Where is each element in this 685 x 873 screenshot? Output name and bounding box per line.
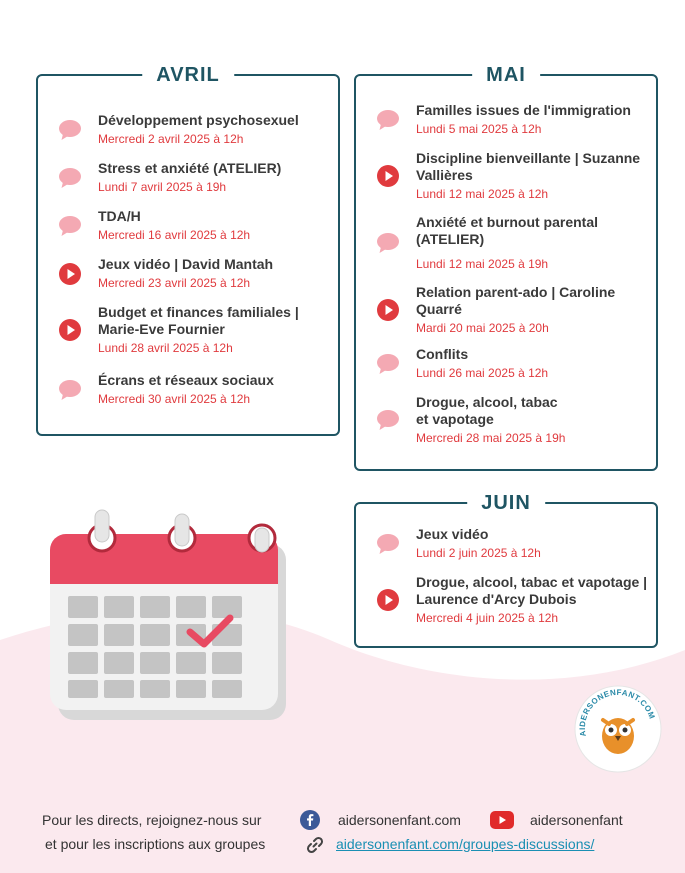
event-item[interactable] [368, 284, 648, 336]
event-title: Stress et anxiété (ATELIER) [98, 160, 282, 176]
avril-title: AVRIL [142, 63, 234, 87]
avril-card [36, 64, 340, 436]
youtube-icon[interactable] [490, 811, 514, 829]
chat-bubble-icon [376, 352, 400, 376]
logo-text: AIDERSONENFANT.COM [577, 687, 657, 738]
play-icon[interactable] [376, 298, 400, 322]
link-icon [306, 836, 324, 854]
play-icon[interactable] [58, 318, 82, 342]
event-item[interactable] [368, 574, 648, 626]
event-date: Lundi 2 juin 2025 à 12h [416, 546, 541, 560]
event-item[interactable] [368, 102, 648, 137]
juin-title: JUIN [467, 491, 545, 515]
event-date: Mercredi 16 avril 2025 à 12h [98, 228, 251, 242]
footer-line2-prefix: et pour les inscriptions aux groupes [45, 836, 266, 852]
brand-logo[interactable] [573, 684, 663, 774]
discussion-groups-link[interactable]: aidersonenfant.com/groupes-discussions/ [336, 836, 595, 852]
event-title: Jeux vidéo | David Mantah [98, 256, 274, 272]
event-title: Développement psychosexuel [98, 112, 299, 128]
footer-line1-prefix: Pour les directs, rejoignez-nous sur [42, 812, 262, 828]
chat-bubble-icon [58, 166, 82, 190]
event-item[interactable] [50, 256, 330, 291]
event-title: Relation parent-ado | Caroline Quarré [416, 284, 616, 317]
event-date: Lundi 28 avril 2025 à 12h [98, 341, 233, 355]
event-title: Écrans et réseaux sociaux [98, 372, 274, 388]
facebook-handle[interactable]: aidersonenfant.com [338, 812, 461, 828]
event-title: Conflits [416, 346, 469, 362]
event-item[interactable] [50, 112, 330, 147]
facebook-icon[interactable] [300, 810, 320, 830]
event-date: Lundi 12 mai 2025 à 12h [416, 187, 549, 201]
event-item[interactable] [368, 394, 648, 446]
chat-bubble-icon [58, 378, 82, 402]
event-title: Drogue, alcool, tabac et vapotage | Laurence d'Arcy Dubois [416, 574, 648, 607]
mai-title: MAI [472, 63, 540, 87]
event-date: Mercredi 4 juin 2025 à 12h [416, 611, 559, 625]
chat-bubble-icon [376, 108, 400, 132]
chat-bubble-icon [376, 231, 400, 255]
event-date: Mercredi 23 avril 2025 à 12h [98, 276, 251, 290]
play-icon[interactable] [58, 262, 82, 286]
event-date: Mardi 20 mai 2025 à 20h [416, 321, 549, 335]
event-date: Lundi 12 mai 2025 à 19h [416, 257, 549, 271]
mai-card [354, 64, 658, 471]
chat-bubble-icon [376, 532, 400, 556]
play-icon[interactable] [376, 588, 400, 612]
event-item[interactable] [368, 150, 648, 202]
event-item[interactable] [368, 346, 648, 381]
event-title: TDA/H [98, 208, 141, 224]
event-title: Anxiété et burnout parental (ATELIER) [416, 214, 599, 247]
event-title: Drogue, alcool, tabac et vapotage [416, 394, 558, 427]
calendar-illustration [40, 508, 300, 722]
event-date: Lundi 5 mai 2025 à 12h [416, 122, 542, 136]
event-date: Mercredi 2 avril 2025 à 12h [98, 132, 244, 146]
event-item[interactable] [50, 372, 330, 407]
chat-bubble-icon [376, 408, 400, 432]
event-date: Lundi 7 avril 2025 à 19h [98, 180, 227, 194]
event-item[interactable] [50, 160, 330, 195]
event-date: Mercredi 28 mai 2025 à 19h [416, 431, 566, 445]
chat-bubble-icon [58, 214, 82, 238]
play-icon[interactable] [376, 164, 400, 188]
event-title: Familles issues de l'immigration [416, 102, 631, 118]
event-item[interactable] [368, 526, 648, 561]
youtube-handle[interactable]: aidersonenfant [530, 812, 623, 828]
event-title: Discipline bienveillante | Suzanne Vallières [416, 150, 641, 183]
event-item[interactable] [50, 304, 330, 356]
event-title: Budget et finances familiales | Marie-Eve Fournier [98, 304, 299, 337]
event-title: Jeux vidéo [416, 526, 489, 542]
event-date: Mercredi 30 avril 2025 à 12h [98, 392, 251, 406]
event-date: Lundi 26 mai 2025 à 12h [416, 366, 549, 380]
event-item[interactable] [50, 208, 330, 243]
event-item[interactable] [368, 214, 648, 272]
chat-bubble-icon [58, 118, 82, 142]
juin-card [354, 492, 658, 648]
